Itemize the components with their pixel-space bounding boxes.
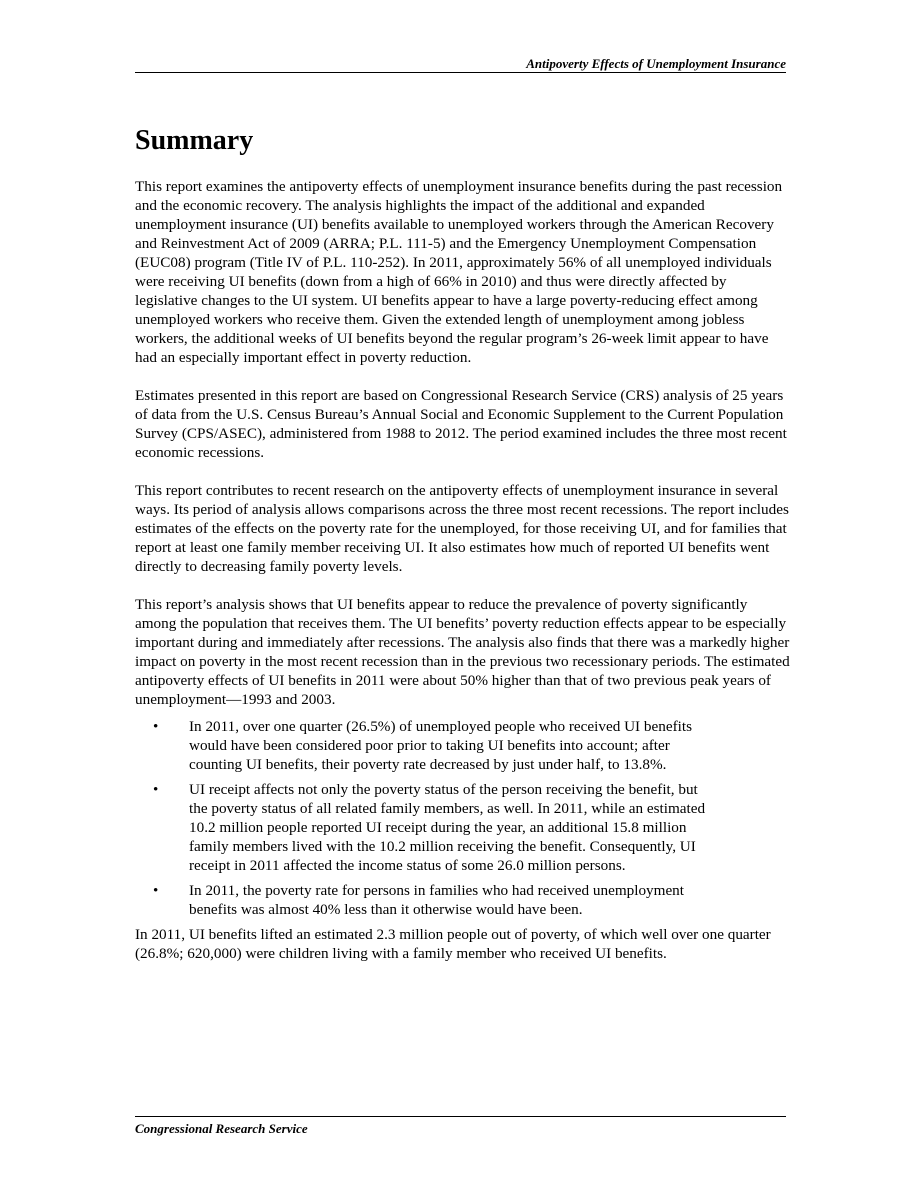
bullet-item — [135, 717, 714, 774]
bullet-icon: • — [153, 781, 159, 798]
summary-body — [135, 177, 790, 982]
bullet-icon: • — [153, 718, 159, 735]
running-header: Antipoverty Effects of Unemployment Insurance — [526, 56, 786, 71]
header-rule — [135, 72, 786, 73]
footer-rule — [135, 1116, 786, 1117]
paragraph-contribution: This report contributes to recent research on the antipoverty effects of unemployment insurance in several ways. Its period of analysis allows comparisons across the three most recent recessions. The report includes estimates of the effects on the poverty rate for the unemployed, for those receiving UI, and for families that report at least one family member receiving UI. It also estimates how much of reported UI benefits went directly to decreasing family poverty levels. — [135, 482, 789, 575]
bullet-item — [135, 780, 714, 875]
running-footer: Congressional Research Service — [135, 1121, 308, 1136]
findings-bullet-list — [135, 717, 790, 919]
paragraph-closing: In 2011, UI benefits lifted an estimated 2.3 million people out of poverty, of which well over one quarter (26.8%; 620,000) were children living with a family member who received UI benefits. — [135, 926, 771, 962]
bullet-text: In 2011, over one quarter (26.5%) of unemployed people who received UI benefits would have been considered poor prior to taking UI benefits into account; after counting UI benefits, their poverty rate decreased by just under half, to 13.8%. — [189, 718, 692, 773]
paragraph-data-source: Estimates presented in this report are based on Congressional Research Service (CRS) analysis of 25 years of data from the U.S. Census Bureau’s Annual Social and Economic Supplement to the Current Population Survey (CPS/ASEC), administered from 1988 to 2012. The period examined includes the three most recent economic recessions. — [135, 387, 787, 461]
bullet-item — [135, 881, 714, 919]
paragraph-overview: This report examines the antipoverty effects of unemployment insurance benefits during the past recession and the economic recovery. The analysis highlights the impact of the additional and expanded unemployment insurance (UI) benefits available to unemployed workers through the American Recovery and Reinvestment Act of 2009 (ARRA; P.L. 111-5) and the Emergency Unemployment Compensation (EUC08) program (Title IV of P.L. 110-252). In 2011, approximately 56% of all unemployed individuals were receiving UI benefits (down from a high of 66% in 2010) and thus were directly affected by legislative changes to the UI system. UI benefits appear to have a large poverty-reducing effect among unemployed workers who receive them. Given the extended length of unemployment among jobless workers, the additional weeks of UI benefits beyond the regular program’s 26-week limit appear to have had an especially important effect in poverty reduction. — [135, 178, 783, 366]
paragraph-findings: This report’s analysis shows that UI benefits appear to reduce the prevalence of poverty significantly among the population that receives them. The UI benefits’ poverty reduction effects appear to be especially important during and immediately after recessions. The analysis also finds that there was a markedly higher impact on poverty in the most recent recession than in the previous two recessionary periods. The estimated antipoverty effects of UI benefits in 2011 were about 50% higher than that of two previous peak years of unemployment—1993 and 2003. — [135, 596, 790, 708]
page-title: Summary — [135, 125, 254, 156]
bullet-text: UI receipt affects not only the poverty status of the person receiving the benefit, but the poverty status of all related family members, as well. In 2011, while an estimated 10.2 million people reported UI receipt during the year, an additional 15.8 million family members lived with the 10.2 million receiving the benefit. Consequently, UI receipt in 2011 affected the income status of some 26.0 million persons. — [189, 781, 706, 874]
bullet-text: In 2011, the poverty rate for persons in families who had received unemployment benefits was almost 40% less than it otherwise would have been. — [189, 882, 684, 918]
bullet-icon: • — [153, 882, 159, 899]
